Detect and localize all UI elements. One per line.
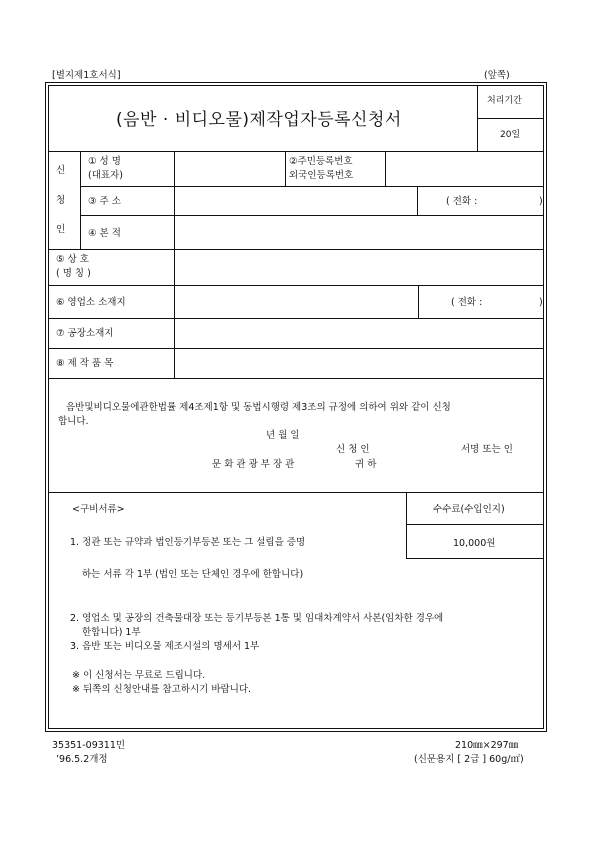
phone-close: ) bbox=[539, 196, 543, 207]
declaration-date: 년 월 일 bbox=[266, 430, 300, 441]
resident-id-label: ②주민등록번호 bbox=[289, 156, 353, 167]
name-label: ① 성 명 bbox=[88, 156, 121, 167]
signature-label: 서명 또는 인 bbox=[461, 444, 513, 455]
form-title: (음반 · 비디오물)제작업자등록신청서 bbox=[116, 110, 402, 130]
minister-label: 문 화 관 광 부 장 관 bbox=[212, 459, 295, 470]
side-label: (앞쪽) bbox=[484, 70, 510, 81]
to-label: 귀 하 bbox=[355, 459, 377, 470]
document-item-3: 3. 음반 또는 비디오물 제조시설의 명세서 1부 bbox=[70, 641, 260, 652]
phone-label: ( 전화 : bbox=[446, 196, 478, 207]
declaration-text-1: 음반및비디오물에관한법률 제4조제1항 및 동법시행령 제3조의 규정에 의하여 위와 같이 신청 bbox=[66, 402, 451, 413]
fee-label: 수수료(수입인지) bbox=[433, 504, 505, 515]
document-item-2b: 한합니다) 1부 bbox=[82, 627, 141, 638]
declaration-text-2: 합니다. bbox=[58, 416, 89, 427]
foreigner-id-label: 외국인등록번호 bbox=[289, 170, 354, 181]
address-label: ③ 주 소 bbox=[88, 196, 121, 207]
product-label: ⑧ 제 작 품 목 bbox=[56, 358, 114, 369]
applicant-sign-label: 신 청 인 bbox=[336, 444, 370, 455]
office-phone-close: ) bbox=[539, 297, 543, 308]
fee-value: 10,000원 bbox=[453, 538, 496, 549]
note-2: ※ 뒤쪽의 신청안내를 참고하시기 바랍니다. bbox=[72, 684, 252, 695]
factory-location-label: ⑦ 공장소재지 bbox=[56, 328, 114, 339]
office-location-label: ⑥ 영업소 소재지 bbox=[56, 297, 126, 308]
documents-heading: <구비서류> bbox=[72, 504, 125, 515]
paper-type: (신문용지 [ 2급 ] 60g/㎡) bbox=[414, 754, 524, 765]
document-item-1b: 하는 서류 각 1부 (법인 또는 단체인 경우에 한합니다) bbox=[82, 569, 304, 580]
office-phone-label: ( 전화 : bbox=[451, 297, 483, 308]
trade-name-label: ⑤ 상 호 bbox=[56, 254, 89, 265]
note-1: ※ 이 신청서는 무료로 드립니다. bbox=[72, 670, 206, 681]
representative-label: (대표자) bbox=[88, 170, 123, 181]
document-item-1a: 1. 정관 또는 규약과 법인등기부등본 또는 그 설립을 증명 bbox=[70, 537, 306, 548]
revision-date: ’96.5.2개정 bbox=[56, 754, 108, 765]
company-name-label: ( 명 칭 ) bbox=[56, 268, 91, 279]
paper-size: 210㎜×297㎜ bbox=[455, 740, 519, 751]
document-item-2a: 2. 영업소 및 공장의 건축물대장 또는 등기부등본 1통 및 임대차계약서 사본(임차한 경우에 bbox=[70, 613, 444, 624]
form-number: [별지제1호서식] bbox=[52, 70, 121, 81]
domicile-label: ④ 본 적 bbox=[88, 228, 121, 239]
processing-value: 20일 bbox=[500, 130, 521, 140]
processing-label: 처리기간 bbox=[487, 96, 522, 106]
applicant-label-2: 청 bbox=[56, 195, 66, 206]
form-code: 35351-09311민 bbox=[52, 740, 126, 751]
applicant-label-3: 인 bbox=[56, 224, 66, 235]
applicant-label-1: 신 bbox=[56, 165, 66, 176]
